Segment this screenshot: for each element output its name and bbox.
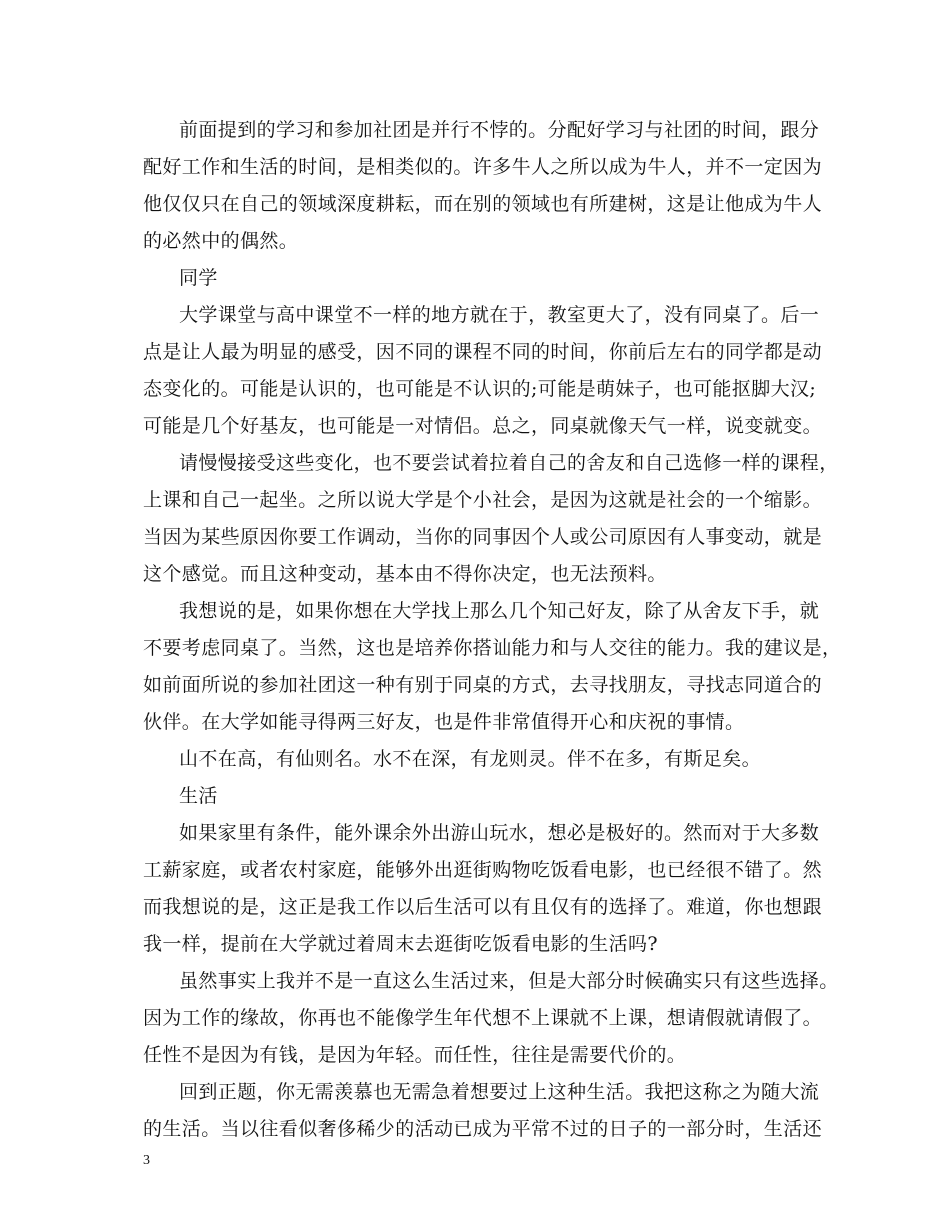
paragraph-line: 我一样，提前在大学就过着周末去逛街吃饭看电影的生活吗? xyxy=(143,933,658,955)
paragraph-line: 山不在高，有仙则名。水不在深，有龙则灵。伴不在多，有斯足矣。 xyxy=(179,748,762,770)
paragraph-line: 这个感觉。而且这种变动，基本由不得你决定，也无法预料。 xyxy=(143,563,667,585)
paragraph-line: 回到正题，你无需羡慕也无需急着想要过上这种生活。我把这称之为随大流 xyxy=(179,1081,820,1103)
paragraph-line: 当因为某些原因你要工作调动，当你的同事因个人或公司原因有人事变动，就是 xyxy=(143,526,823,548)
paragraph-line: 虽然事实上我并不是一直这么生活过来，但是大部分时候确实只有这些选择。 xyxy=(179,970,839,992)
paragraph-line: 我想说的是，如果你想在大学找上那么几个知己好友，除了从舍友下手，就 xyxy=(179,600,820,622)
paragraph-line: 工薪家庭，或者农村家庭，能够外出逛街购物吃饭看电影，也已经很不错了。然 xyxy=(143,859,823,881)
paragraph-line: 而我想说的是，这正是我工作以后生活可以有且仅有的选择了。难道，你也想跟 xyxy=(143,896,823,918)
section-heading: 同学 xyxy=(179,267,218,289)
page-number: 3 xyxy=(143,1153,150,1168)
paragraph-line: 因为工作的缘故，你再也不能像学生年代想不上课就不上课，想请假就请假了。 xyxy=(143,1007,823,1029)
paragraph-line: 不要考虑同桌了。当然，这也是培养你搭讪能力和与人交往的能力。我的建议是， xyxy=(143,637,842,659)
paragraph-line: 的必然中的偶然。 xyxy=(143,230,299,252)
paragraph-line: 大学课堂与高中课堂不一样的地方就在于，教室更大了，没有同桌了。后一 xyxy=(179,304,820,326)
paragraph-line: 请慢慢接受这些变化，也不要尝试着拉着自己的舍友和自己选修一样的课程， xyxy=(179,452,839,474)
paragraph-line: 态变化的。可能是认识的，也可能是不认识的;可能是萌妹子，也可能抠脚大汉; xyxy=(143,378,817,400)
paragraph-line: 的生活。当以往看似奢侈稀少的活动已成为平常不过的日子的一部分时，生活还 xyxy=(143,1118,823,1140)
paragraph-line: 点是让人最为明显的感受，因不同的课程不同的时间，你前后左右的同学都是动 xyxy=(143,341,823,363)
paragraph-line: 如果家里有条件，能外课余外出游山玩水，想必是极好的。然而对于大多数 xyxy=(179,822,820,844)
paragraph-line: 前面提到的学习和参加社团是并行不悖的。分配好学习与社团的时间，跟分 xyxy=(179,119,820,141)
paragraph-line: 他仅仅只在自己的领域深度耕耘，而在别的领域也有所建树，这是让他成为牛人 xyxy=(143,193,823,215)
paragraph-line: 配好工作和生活的时间，是相类似的。许多牛人之所以成为牛人，并不一定因为 xyxy=(143,156,823,178)
paragraph-line: 如前面所说的参加社团这一种有别于同桌的方式，去寻找朋友，寻找志同道合的 xyxy=(143,674,823,696)
paragraph-line: 可能是几个好基友，也可能是一对情侣。总之，同桌就像天气一样，说变就变。 xyxy=(143,415,823,437)
section-heading: 生活 xyxy=(179,785,218,807)
paragraph-line: 伙伴。在大学如能寻得两三好友，也是件非常值得开心和庆祝的事情。 xyxy=(143,711,745,733)
paragraph-line: 任性不是因为有钱，是因为年轻。而任性，往往是需要代价的。 xyxy=(143,1044,687,1066)
paragraph-line: 上课和自己一起坐。之所以说大学是个小社会，是因为这就是社会的一个缩影。 xyxy=(143,489,823,511)
